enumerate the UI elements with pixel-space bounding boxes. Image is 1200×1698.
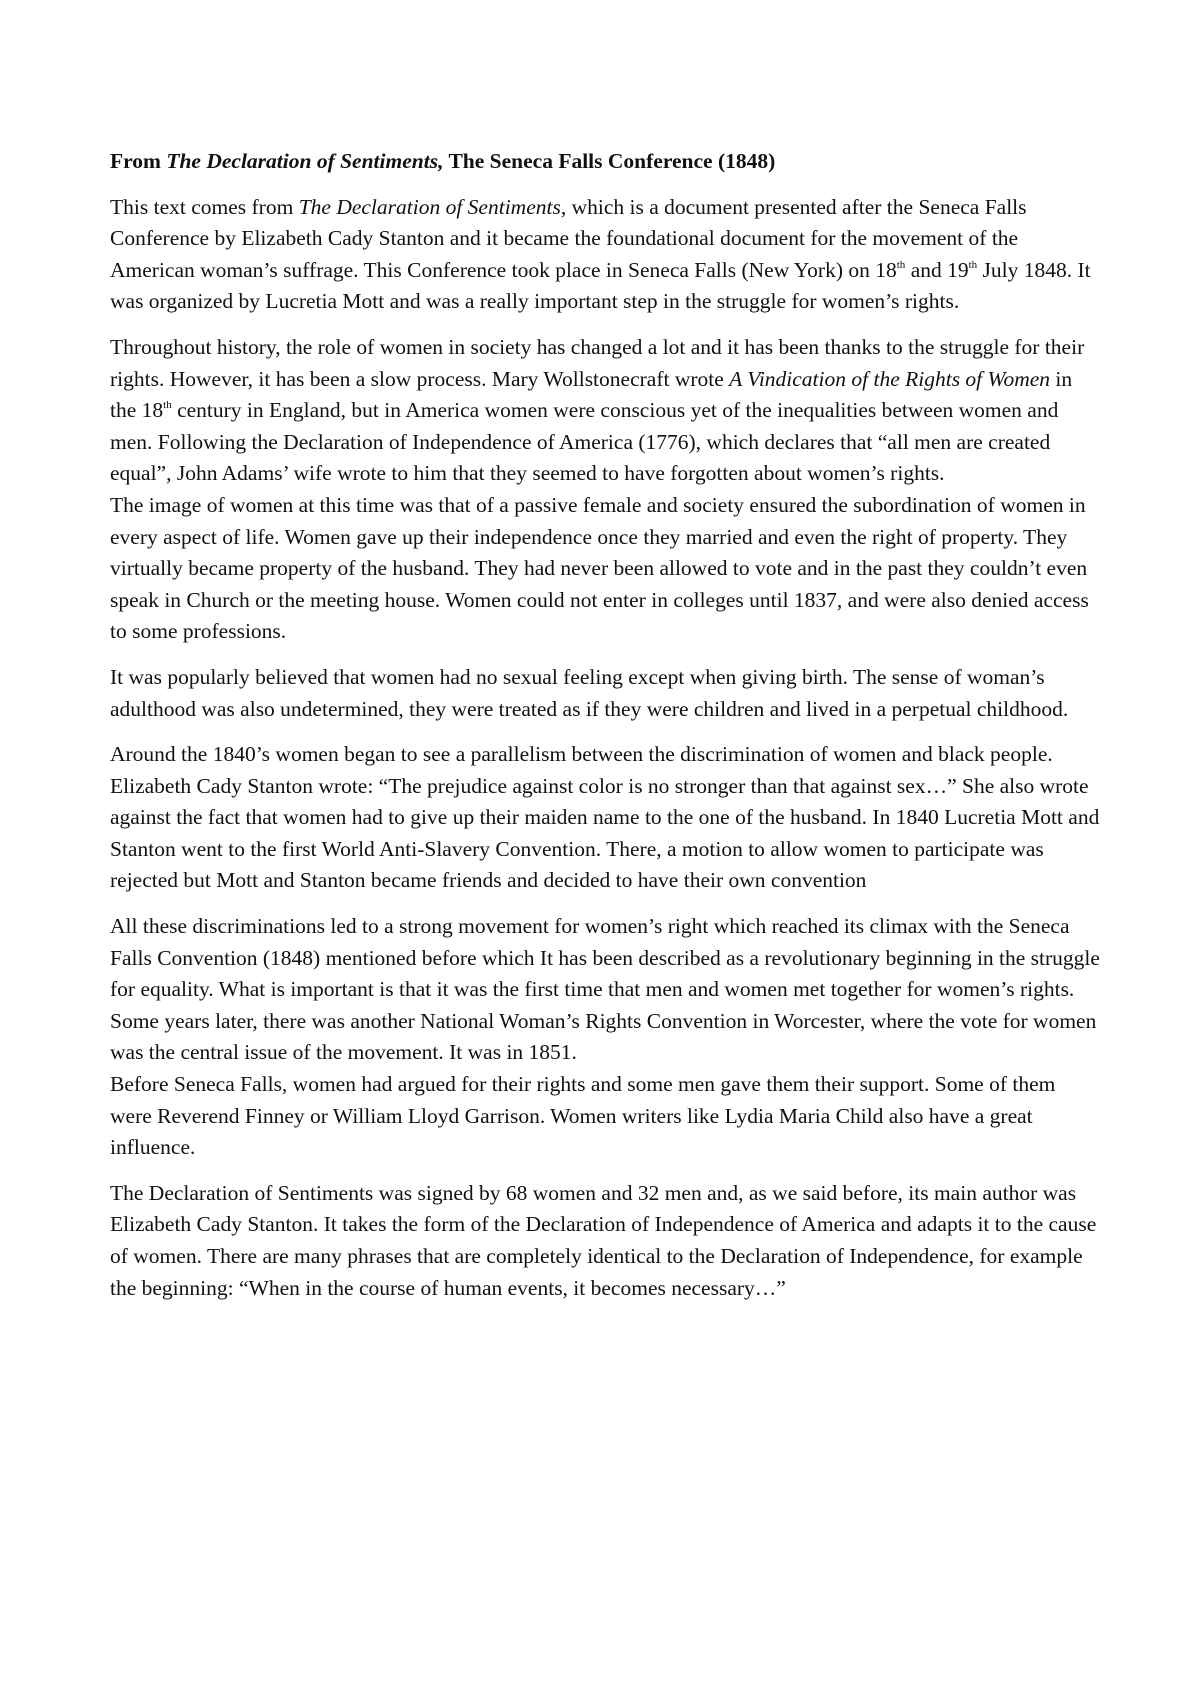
- paragraph-discriminations: All these discriminations led to a strong movement for women’s right which reached its climax with the Seneca Falls Convention (1848) mentioned before which It has been described as a revolutionary beginning in the struggle for equality. What is important is that it was the first time that men and women met together for women’s rights. Some years later, there was another National Woman’s Rights Convention in Worcester, where the vote for women was the central issue of the movement. It was in 1851.: [110, 914, 1100, 1065]
- p2-text-b: in the 18: [110, 366, 1073, 423]
- title-prefix: From: [110, 149, 167, 173]
- paragraph-intro: [110, 192, 1100, 318]
- paragraph-before-seneca: Before Seneca Falls, women had argued for their rights and some men gave them their support. Some of them were Reverend Finney or William Lloyd Garrison. Women writers like Lydia Maria Child also have a great influence.: [110, 1072, 1056, 1160]
- paragraph-parallelism: Around the 1840’s women began to see a parallelism between the discrimination of women and black people. Elizabeth Cady Stanton wrote: “The prejudice against color is no stronger than that against sex…” She also wrote against the fact that women had to give up their maiden name to the one of the husband. In 1840 Lucretia Mott and Stanton went to the first World Anti-Slavery Convention. There, a motion to allow women to participate was rejected but Mott and Stanton became friends and decided to have their own convention: [110, 742, 1100, 893]
- title-italic: The Declaration of Sentiments,: [166, 149, 444, 173]
- p2-text-c: century in England, but in America women were conscious yet of the inequalities between women and men. Following the Declaration of Independence of America (1776), which declares that “all men are created equal”, John Adams’ wife wrote to him that they seemed to have forgotten about women’s rights.: [110, 398, 1059, 486]
- p1-text-a: This text comes from: [110, 194, 299, 219]
- p1-italic: The Declaration of Sentiments,: [298, 194, 567, 219]
- p1-sup-1: th: [896, 258, 906, 271]
- p2-italic: A Vindication of the Rights of Women: [729, 366, 1051, 391]
- paragraph-declaration: The Declaration of Sentiments was signed by 68 women and 32 men and, as we said before, its main author was Elizabeth Cady Stanton. It takes the form of the Declaration of Independence of America and adapts it to the cause of women. There are many phrases that are completely identical to the Declaration of Independence, for example the beginning: “When in the course of human events, it becomes necessary…”: [110, 1180, 1097, 1300]
- paragraph-image-of-women: The image of women at this time was that of a passive female and society ensured the subordination of women in every aspect of life. Women gave up their independence once they married and even the right of property. They virtually became property of the husband. They had never been allowed to vote and in the past they couldn’t even speak in Church or the meeting house. Women could not enter in colleges until 1837, and were also denied access to some professions.: [110, 492, 1089, 644]
- paragraph-popular-belief: It was popularly believed that women had no sexual feeling except when giving birth. The sense of woman’s adulthood was also undetermined, they were treated as if they were children and lived in a perpetual childhood.: [110, 664, 1069, 721]
- document-title: [110, 146, 1100, 178]
- p1-text-b: which is a document presented after the Seneca Falls Conference by Elizabeth Cady Stanton and it became the foundational document for the movement of the American woman’s suffrage. This Conference took place in Seneca Falls (New York) on 18: [110, 194, 1027, 282]
- p1-text-d: July 1848. It was organized by Lucretia Mott and was a really important step in the struggle for women’s rights.: [110, 257, 1091, 314]
- title-suffix: The Seneca Falls Conference (1848): [443, 149, 776, 173]
- p2-sup: th: [163, 399, 172, 412]
- document-page: [110, 146, 1100, 1318]
- p1-text-c: and 19: [905, 257, 969, 282]
- paragraph-history: [110, 332, 1100, 490]
- p1-sup-2: th: [968, 258, 978, 271]
- p2-text-a: Throughout history, the role of women in society has changed a lot and it has been thanks to the struggle for their rights. However, it has been a slow process. Mary Wollstonecraft wrote: [110, 334, 1085, 391]
